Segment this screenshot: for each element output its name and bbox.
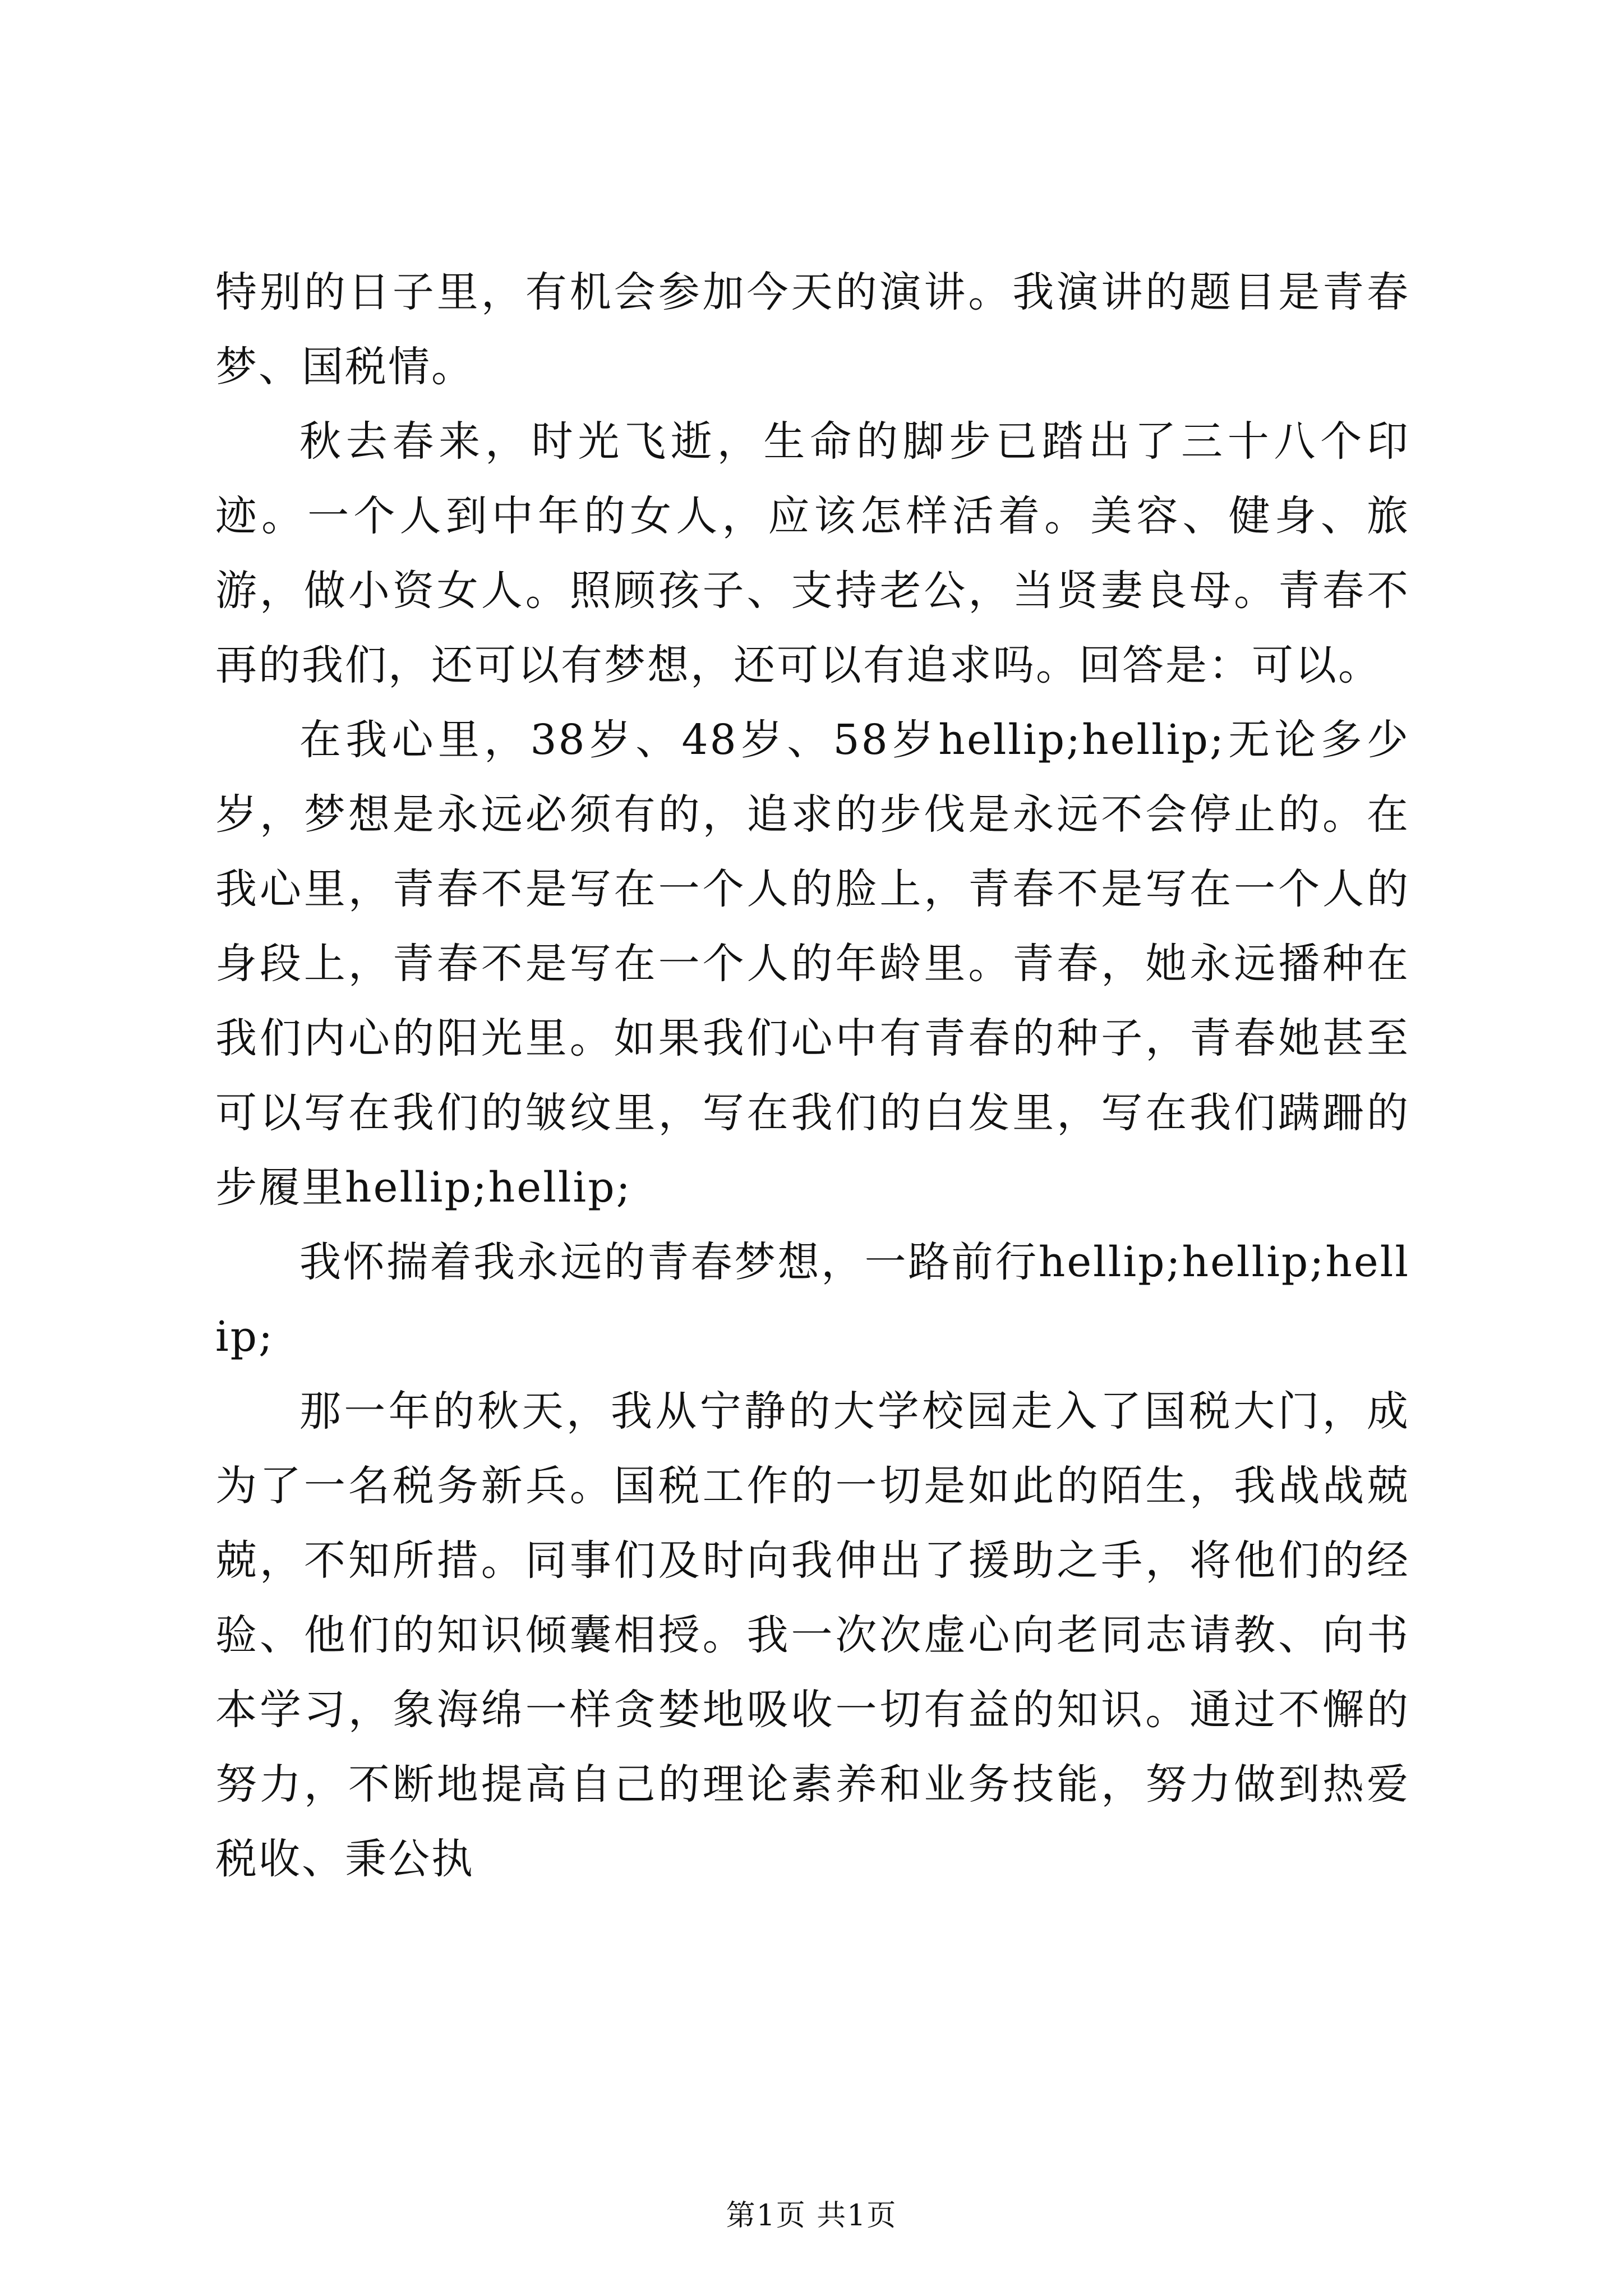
paragraph-1: 特别的日子里，有机会参加今天的演讲。我演讲的题目是青春梦、国税情。 bbox=[215, 268, 1410, 391]
paragraph-4: 我怀揣着我永远的青春梦想，一路前行hellip;hellip;hellip; bbox=[215, 1238, 1410, 1361]
document-body bbox=[215, 255, 1410, 1897]
paragraph-5: 那一年的秋天，我从宁静的大学校园走入了国税大门，成为了一名税务新兵。国税工作的一切是如此的陌生，我战战兢兢，不知所措。同事们及时向我伸出了援助之手，将他们的经验、他们的知识倾囊相授。我一次次虚心向老同志请教、向书本学习，象海绵一样贪婪地吸收一切有益的知识。通过不懈的努力，不断地提高自己的理论素养和业务技能，努力做到热爱税收、秉公执 bbox=[215, 1387, 1410, 1883]
paragraph-3: 在我心里，38岁、48岁、58岁hellip;hellip;无论多少岁，梦想是永远必须有的，追求的步伐是永远不会停止的。在我心里，青春不是写在一个人的脸上，青春不是写在一个人的身段上，青春不是写在一个人的年龄里。青春，她永远播种在我们内心的阳光里。如果我们心中有青春的种子，青春她甚至可以写在我们的皱纹里，写在我们的白发里，写在我们蹒跚的步履里hellip;hellip; bbox=[215, 716, 1410, 1212]
paragraph-2: 秋去春来，时光飞逝，生命的脚步已踏出了三十八个印迹。一个人到中年的女人，应该怎样活着。美容、健身、旅游，做小资女人。照顾孩子、支持老公，当贤妻良母。青春不再的我们，还可以有梦想，还可以有追求吗。回答是：可以。 bbox=[215, 417, 1410, 689]
page-number-footer: 第1页 共1页 bbox=[726, 2199, 897, 2233]
